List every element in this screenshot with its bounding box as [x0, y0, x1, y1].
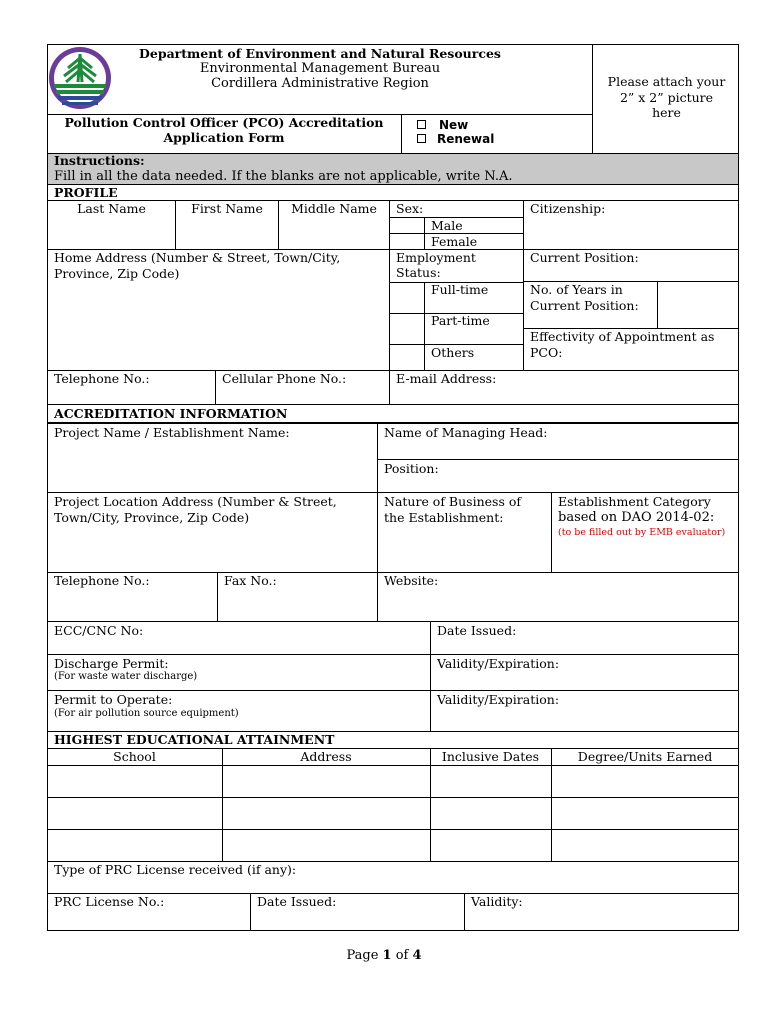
project-name-label: Project Name / Establishment Name: [54, 425, 290, 440]
category-note: (to be filled out by EMB evaluator) [558, 527, 726, 538]
accreditation-heading: ACCREDITATION INFORMATION [54, 406, 288, 421]
sex-label: Sex: [396, 201, 424, 216]
page-total: 4 [412, 948, 422, 963]
logo-band-4 [62, 102, 98, 105]
education-col-dates: Inclusive Dates [441, 749, 540, 764]
denr-logo [48, 46, 112, 110]
discharge-label: Discharge Permit: [54, 656, 169, 671]
prc-no-label: PRC License No.: [54, 894, 165, 909]
fax-label: Fax No.: [224, 573, 277, 588]
category-label-2: based on DAO 2014-02: [558, 510, 715, 525]
prc-type-label: Type of PRC License received (if any): [54, 862, 297, 877]
sex-checkbox-column[interactable] [424, 217, 425, 250]
effectivity-label-2: PCO: [530, 345, 563, 360]
citizenship-label: Citizenship: [530, 201, 606, 216]
form-title-line-1: Pollution Control Officer (PCO) Accreditation [64, 115, 384, 130]
prc-validity-label: Validity: [471, 894, 523, 909]
education-col-address: Address [300, 749, 352, 764]
employment-checkbox-column[interactable] [424, 282, 425, 371]
fulltime-label: Full-time [431, 282, 489, 297]
renewal-checkbox[interactable] [417, 134, 426, 143]
employment-status-label-1: Employment [396, 250, 476, 265]
photo-note-line-3: here [652, 105, 681, 120]
managing-head-label: Name of Managing Head: [384, 425, 548, 440]
email-label: E-mail Address: [396, 371, 497, 386]
renewal-label: Renewal [437, 132, 495, 146]
first-name-label: First Name [191, 201, 263, 216]
bureau-name: Environmental Management Bureau [199, 61, 441, 76]
effectivity-label-1: Effectivity of Appointment as [530, 329, 715, 344]
pto-label: Permit to Operate: [54, 692, 173, 707]
cellular-label: Cellular Phone No.: [222, 371, 347, 386]
region-name: Cordillera Administrative Region [211, 76, 429, 91]
form-title-line-2: Application Form [163, 130, 285, 145]
of-word: of [395, 948, 409, 963]
last-name-label: Last Name [77, 201, 146, 216]
discharge-validity-label: Validity/Expiration: [437, 656, 560, 671]
home-address-label-1: Home Address (Number & Street, Town/City, [54, 250, 341, 265]
ecc-label: ECC/CNC No: [54, 623, 144, 638]
discharge-note: (For waste water discharge) [54, 671, 198, 682]
years-label-2: Current Position: [530, 298, 639, 313]
prc-date-label: Date Issued: [257, 894, 337, 909]
logo-band-1 [54, 84, 106, 88]
profile-heading-box [47, 184, 739, 201]
female-label: Female [431, 234, 478, 249]
instructions-text: Fill in all the data needed. If the blanks are not applicable, write N.A. [54, 169, 513, 184]
parttime-label: Part-time [431, 313, 490, 328]
logo-band-3 [58, 96, 102, 100]
position-label: Position: [384, 461, 439, 476]
logo-band-2 [56, 90, 104, 94]
current-position-label: Current Position: [530, 250, 639, 265]
website-label: Website: [384, 573, 439, 588]
education-heading: HIGHEST EDUCATIONAL ATTAINMENT [54, 732, 335, 747]
profile-contact-row [47, 370, 739, 405]
new-label: New [439, 118, 469, 132]
years-input-cell[interactable] [657, 281, 739, 329]
pto-note: (For air pollution source equipment) [54, 708, 239, 719]
page-current: 1 [382, 948, 392, 963]
pto-validity-label: Validity/Expiration: [437, 692, 560, 707]
years-label-1: No. of Years in [530, 282, 623, 297]
profile-telephone-label: Telephone No.: [54, 371, 150, 386]
nature-label-1: Nature of Business of [384, 494, 521, 509]
nature-label-2: the Establishment: [384, 510, 504, 525]
education-col-degree: Degree/Units Earned [577, 749, 713, 764]
male-label: Male [431, 218, 463, 233]
education-col-school: School [113, 749, 156, 764]
new-checkbox[interactable] [417, 120, 426, 129]
profile-heading: PROFILE [54, 185, 118, 200]
education-input-area[interactable] [48, 766, 738, 861]
location-label-2: Town/City, Province, Zip Code) [54, 510, 250, 525]
page-number [0, 948, 768, 964]
location-label-1: Project Location Address (Number & Street, [54, 494, 337, 509]
category-label-1: Establishment Category [558, 494, 711, 509]
others-label: Others [431, 345, 475, 360]
options-divider [401, 114, 402, 155]
middle-name-label: Middle Name [291, 201, 377, 216]
page-word: Page [346, 948, 379, 963]
employment-status-label-2: Status: [396, 265, 441, 280]
photo-note-line-1: Please attach your [607, 74, 726, 89]
position-divider [377, 459, 739, 460]
ecc-date-issued-label: Date Issued: [437, 623, 517, 638]
agency-name: Department of Environment and Natural Resources [139, 46, 501, 61]
photo-note-line-2: 2” x 2” picture [619, 90, 714, 105]
home-address-label-2: Province, Zip Code) [54, 266, 180, 281]
instructions-heading: Instructions: [54, 153, 145, 168]
accreditation-telephone-label: Telephone No.: [54, 573, 150, 588]
